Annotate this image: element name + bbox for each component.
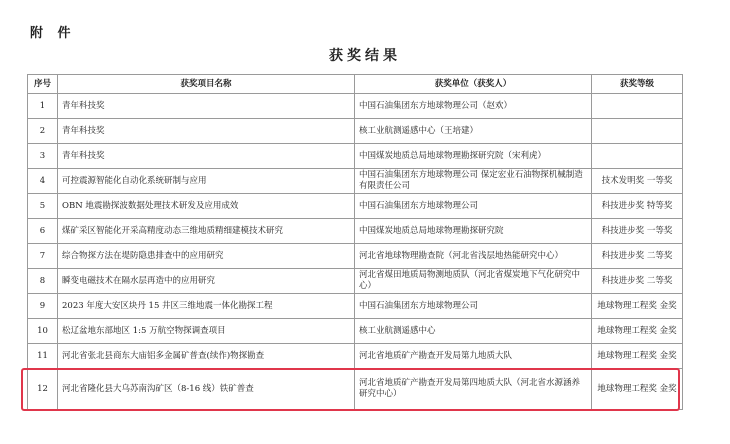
row-award-level: 地球物理工程奖 金奖 <box>592 294 683 319</box>
row-project-name: 河北省张北县商东大庙铝多金属矿普查(续作)物探勘查 <box>58 344 355 369</box>
row-project-name: 河北省隆化县大乌苏南沟矿区（8-16 线）铁矿普查 <box>58 369 355 410</box>
row-award-unit: 中国石油集团东方地球物理公司 <box>355 194 592 219</box>
attachment-heading: 附 件 <box>30 26 76 41</box>
table-row <box>28 294 683 319</box>
row-award-level: 地球物理工程奖 金奖 <box>592 319 683 344</box>
row-index: 5 <box>28 194 58 219</box>
row-index: 7 <box>28 244 58 269</box>
row-project-name: 青年科技奖 <box>58 94 355 119</box>
row-project-name: OBN 地震勘探波数据处理技术研发及应用成效 <box>58 194 355 219</box>
table-row <box>28 119 683 144</box>
table-row <box>28 194 683 219</box>
row-award-unit: 中国石油集团东方地球物理公司（赵欢） <box>355 94 592 119</box>
row-project-name: 2023 年度大安区块丹 15 井区三维地震一体化勘探工程 <box>58 294 355 319</box>
table-header-row <box>28 75 683 94</box>
table-row <box>28 144 683 169</box>
row-index: 9 <box>28 294 58 319</box>
row-project-name: 瞬变电磁技术在隔水层再造中的应用研究 <box>58 269 355 294</box>
row-award-level: 科技进步奖 特等奖 <box>592 194 683 219</box>
table-row <box>28 319 683 344</box>
table-row <box>28 169 683 194</box>
table-row <box>28 269 683 294</box>
row-award-unit: 中国煤炭地质总局地球物理勘探研究院（宋利虎） <box>355 144 592 169</box>
table-row <box>28 94 683 119</box>
row-index: 3 <box>28 144 58 169</box>
row-project-name: 煤矿采区智能化开采高精度动态三维地质精细建模技术研究 <box>58 219 355 244</box>
row-index: 10 <box>28 319 58 344</box>
row-award-unit: 中国煤炭地质总局地球物理勘探研究院 <box>355 219 592 244</box>
table-row <box>28 219 683 244</box>
row-project-name: 综合物探方法在堤防隐患排查中的应用研究 <box>58 244 355 269</box>
row-award-unit: 核工业航测遥感中心（王培建） <box>355 119 592 144</box>
row-index: 4 <box>28 169 58 194</box>
row-award-level: 科技进步奖 一等奖 <box>592 219 683 244</box>
table-row <box>28 244 683 269</box>
row-award-unit: 河北省地质矿产勘查开发局第九地质大队 <box>355 344 592 369</box>
row-project-name: 松辽盆地东部地区 1:5 万航空物探调查项目 <box>58 319 355 344</box>
row-award-unit: 河北省地球物理勘查院（河北省浅层地热能研究中心） <box>355 244 592 269</box>
row-project-name: 青年科技奖 <box>58 144 355 169</box>
row-award-level <box>592 94 683 119</box>
row-award-level: 科技进步奖 二等奖 <box>592 269 683 294</box>
row-index: 11 <box>28 344 58 369</box>
header-project-name: 获奖项目名称 <box>58 75 355 94</box>
row-award-level: 地球物理工程奖 金奖 <box>592 344 683 369</box>
row-index: 6 <box>28 219 58 244</box>
table-row <box>28 344 683 369</box>
row-index: 12 <box>28 369 58 410</box>
document-title: 获奖结果 <box>329 48 401 64</box>
row-award-level <box>592 119 683 144</box>
header-award-unit: 获奖单位（获奖人） <box>355 75 592 94</box>
awards-table <box>27 74 683 410</box>
row-award-unit: 河北省地质矿产勘查开发局第四地质大队（河北省水源涵养研究中心） <box>355 369 592 410</box>
row-award-level <box>592 144 683 169</box>
row-project-name: 青年科技奖 <box>58 119 355 144</box>
row-award-level: 地球物理工程奖 金奖 <box>592 369 683 410</box>
row-award-unit: 核工业航测遥感中心 <box>355 319 592 344</box>
table-row-highlighted <box>28 369 683 410</box>
row-index: 8 <box>28 269 58 294</box>
header-award-level: 获奖等级 <box>592 75 683 94</box>
row-index: 1 <box>28 94 58 119</box>
row-award-unit: 中国石油集团东方地球物理公司 保定宏业石油物探机械制造有限责任公司 <box>355 169 592 194</box>
header-index: 序号 <box>28 75 58 94</box>
row-award-level: 科技进步奖 二等奖 <box>592 244 683 269</box>
row-project-name: 可控震源智能化自动化系统研制与应用 <box>58 169 355 194</box>
row-index: 2 <box>28 119 58 144</box>
row-award-unit: 中国石油集团东方地球物理公司 <box>355 294 592 319</box>
row-award-unit: 河北省煤田地质局物测地质队（河北省煤炭地下气化研究中心） <box>355 269 592 294</box>
row-award-level: 技术发明奖 一等奖 <box>592 169 683 194</box>
